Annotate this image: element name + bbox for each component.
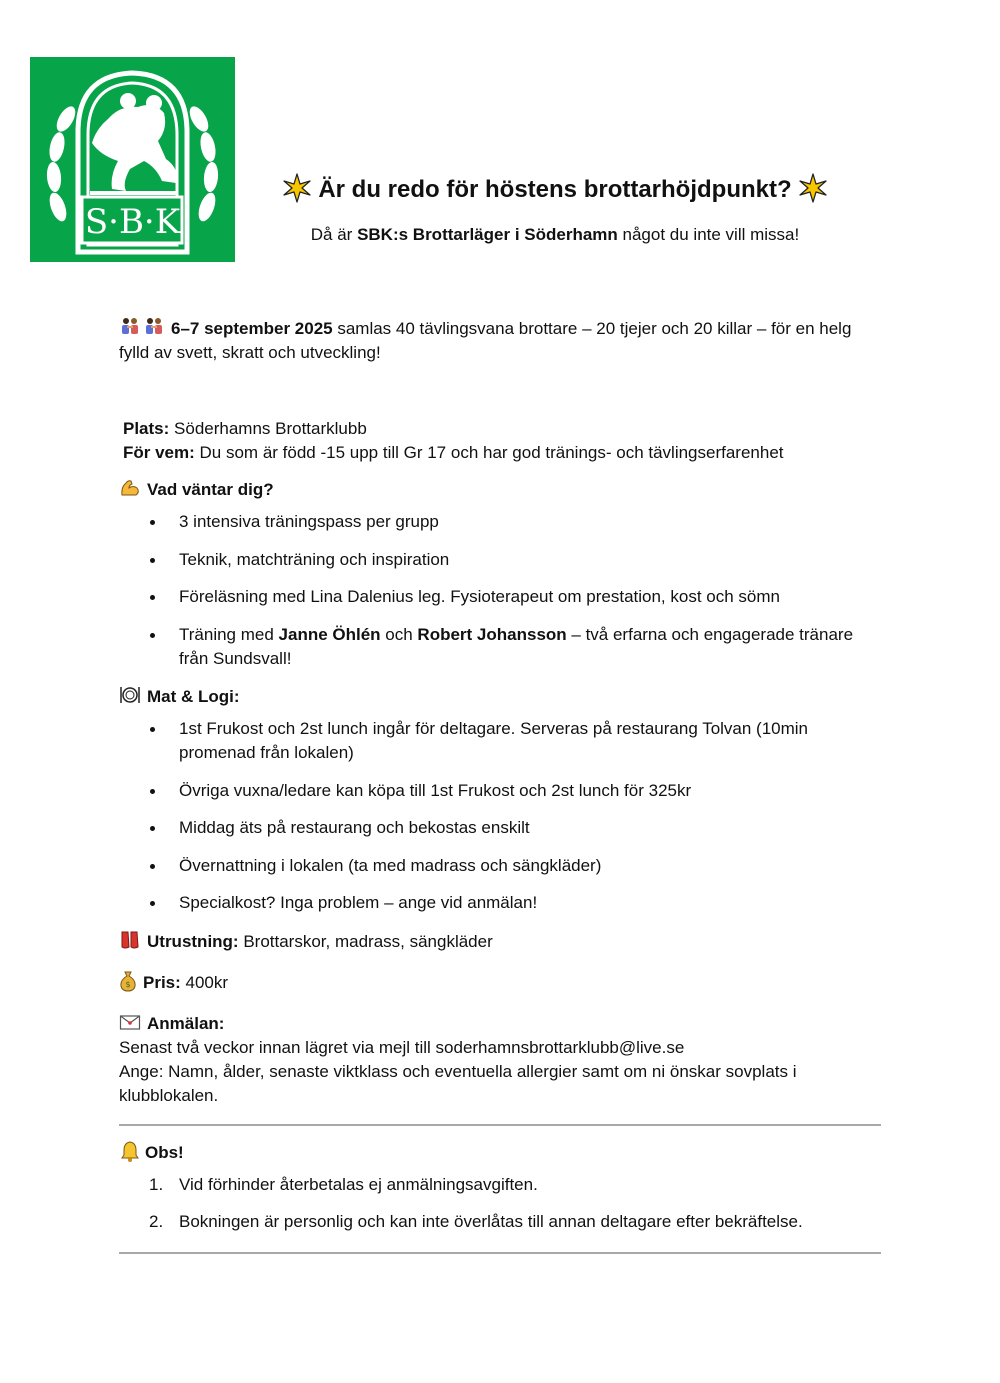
anmalan-label: Anmälan:	[147, 1013, 225, 1033]
for-vem-label: För vem:	[123, 443, 195, 462]
trainer-name: Robert Johansson	[417, 624, 567, 644]
info-for-vem	[119, 441, 881, 465]
pris-value: 400kr	[180, 972, 229, 992]
vad-title: Vad väntar dig?	[147, 480, 274, 499]
obs-title: Obs!	[145, 1142, 184, 1162]
item-text: Bokningen är personlig och kan inte överlåtas till annan deltagare efter bekräftelse.	[179, 1212, 803, 1231]
list-item: Övernattning i lokalen (ta med madrass och sängkläder)	[119, 854, 881, 878]
list-item: Specialkost? Inga problem – ange vid anmälan!	[119, 891, 881, 915]
subtitle-pre: Då är	[310, 225, 358, 244]
list-item: 1st Frukost och 2st lunch ingår för deltagare. Serveras på restaurang Tolvan (10min promenad från lokalen)	[119, 717, 881, 765]
plats-label: Plats:	[123, 419, 170, 438]
item4-post: – två erfarna och engagerade tränare från Sundsvall!	[179, 624, 854, 668]
wrestlers-icon	[119, 316, 141, 338]
utrustning-value: Brottarskor, madrass, sängkläder	[238, 931, 493, 951]
for-vem-value: Du som är född -15 upp till Gr 17 och har god tränings- och tävlingserfarenhet	[194, 443, 784, 462]
subtitle-post: något du inte vill missa!	[617, 225, 800, 244]
utrustning-line	[119, 929, 881, 954]
anmalan-line2: Ange: Namn, ålder, senaste viktklass och eventuella allergier samt om ni önskar sovplats i klubblokalen.	[119, 1061, 797, 1105]
title-text: Är du redo för höstens brottarhöjdpunkt?	[318, 176, 792, 203]
event-date: 6–7 september 2025	[171, 319, 333, 338]
list-item: Föreläsning med Lina Dalenius leg. Fysioterapeut om prestation, kost och sömn	[119, 585, 881, 609]
item-text: Vid förhinder återbetalas ej anmälningsavgiften.	[179, 1174, 538, 1194]
anmalan-line1: Senast två veckor innan lägret via mejl till soderhamnsbrottarklubb@live.se	[119, 1037, 685, 1057]
bell-icon	[119, 1140, 141, 1162]
mat-title: Mat & Logi:	[147, 687, 240, 706]
item4-pre: Träning med	[179, 624, 279, 644]
mat-list	[119, 717, 881, 915]
section-mat-logi	[119, 684, 881, 709]
flexed-biceps-icon	[119, 477, 141, 499]
plate-cutlery-icon	[119, 684, 141, 706]
section-obs	[119, 1140, 881, 1165]
sbk-logo	[30, 57, 235, 262]
svg-text:$: $	[125, 979, 131, 989]
item4-mid: och	[380, 624, 418, 644]
utrustning-label: Utrustning:	[147, 931, 239, 951]
sparkle-icon	[798, 173, 828, 203]
logo-text: S·B·K	[84, 202, 181, 242]
pris-line	[119, 970, 881, 995]
intro-paragraph	[119, 316, 881, 365]
section-vad-vantar	[119, 477, 881, 502]
pris-label: Pris:	[143, 972, 181, 992]
info-plats	[119, 417, 881, 441]
obs-list	[119, 1173, 881, 1235]
divider	[119, 1124, 881, 1126]
list-item	[119, 623, 881, 671]
list-item: Middag äts på restaurang och bekostas enskilt	[119, 816, 881, 840]
item-number: 2.	[149, 1212, 164, 1231]
document-body	[119, 316, 881, 1268]
shoes-icon	[119, 929, 141, 951]
sparkle-icon	[282, 173, 312, 203]
item-number: 1.	[149, 1174, 164, 1194]
money-bag-icon	[119, 970, 137, 992]
subtitle	[240, 224, 870, 246]
plats-value: Söderhamns Brottarklubb	[169, 419, 367, 438]
subtitle-bold: SBK:s Brottarläger i Söderhamn	[357, 225, 618, 244]
trainer-name: Janne Öhlén	[278, 624, 381, 644]
list-item: Teknik, matchträning och inspiration	[119, 548, 881, 572]
list-item: Övriga vuxna/ledare kan köpa till 1st Frukost och 2st lunch för 325kr	[119, 779, 881, 803]
intro-text: samlas 40 tävlingsvana brottare – 20 tjejer och 20 killar – för en helg fylld av svett, skratt och utveckling!	[119, 319, 852, 362]
list-item: 3 intensiva träningspass per grupp	[119, 510, 881, 534]
divider	[119, 1252, 881, 1254]
anmalan-title	[119, 1011, 881, 1036]
envelope-icon	[119, 1011, 141, 1033]
sbk-emblem-icon	[30, 57, 235, 262]
list-item	[119, 1173, 881, 1197]
vad-list	[119, 510, 881, 671]
page-title	[240, 172, 870, 208]
wrestlers-icon	[143, 316, 165, 338]
list-item	[119, 1210, 881, 1234]
